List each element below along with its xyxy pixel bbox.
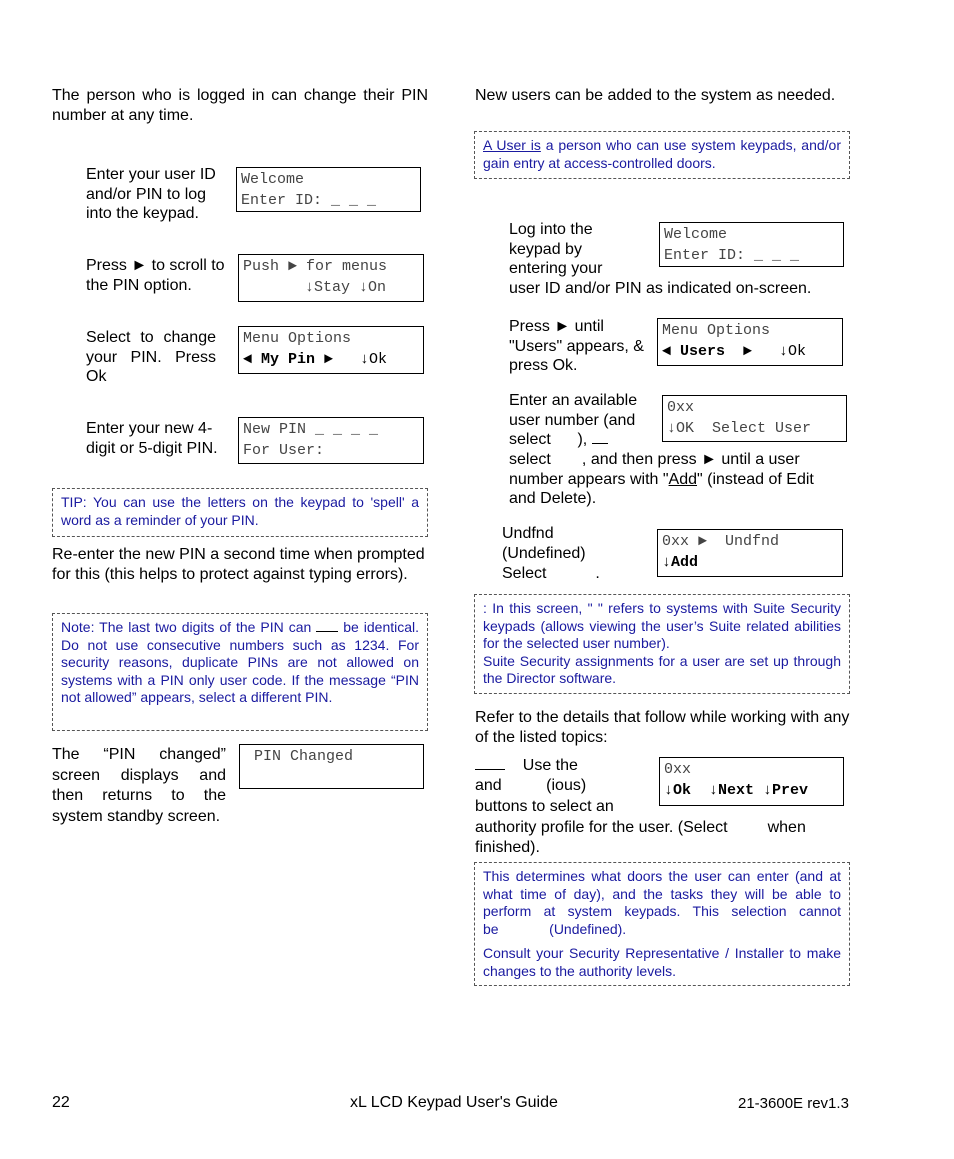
s5-line1 <box>475 756 635 776</box>
lcd-line <box>662 552 838 573</box>
tip-note <box>52 488 428 537</box>
s4-l1: Undfnd <box>502 525 554 542</box>
lcd-authority <box>659 757 844 806</box>
blank-line <box>316 619 338 632</box>
suite-note <box>474 594 850 694</box>
lcd-welcome-2 <box>659 222 844 267</box>
lcd-line <box>664 780 839 801</box>
s3-text1a: Enter an available user number (and select <box>509 392 638 448</box>
s4-l2: (Undefined) <box>502 545 586 562</box>
s4-l3 <box>502 564 642 584</box>
lcd-line <box>243 349 419 370</box>
right-intro: New users can be added to the system as needed. <box>475 87 836 104</box>
lcd-line: 0xx <box>667 399 695 416</box>
s5-ious: (ious) <box>546 777 587 794</box>
lcd-menu-options-users <box>657 318 843 366</box>
user-definition-text: a person who can use system keypads, and/or gain entry at access-controlled doors. <box>483 137 841 171</box>
lcd-suffix: ► ↓Ok <box>725 343 807 360</box>
s3-text2 <box>509 450 841 509</box>
lcd-new-pin <box>238 417 424 464</box>
lcd-bold: Users <box>680 343 726 360</box>
lcd-line: Push ► for menus <box>243 258 388 275</box>
lcd-arrow: ◄ <box>662 343 681 360</box>
lcd-line: ↓Stay ↓On <box>305 279 387 296</box>
lcd-line: PIN Changed <box>254 748 354 765</box>
suite-text-2: Suite Security assignments for a user are set up through the Director software. <box>483 652 841 686</box>
s5-and: and <box>475 777 502 794</box>
lcd-line: 0xx <box>664 761 692 778</box>
step2-text: Press ► to scroll to the PIN option. <box>86 257 225 294</box>
footer-title: xL LCD Keypad User's Guide <box>350 1094 558 1111</box>
s5-rest-a: authority profile for the user. (Select <box>475 819 728 836</box>
blank-line <box>475 757 505 770</box>
lcd-bold: ↓Ok ↓Next ↓Prev <box>664 782 809 799</box>
lcd-undfnd <box>657 529 843 577</box>
lcd-line: Enter ID: _ _ _ <box>241 192 377 209</box>
s5-line3: buttons to select an <box>475 798 614 815</box>
add-word: Add <box>668 470 698 488</box>
user-definition-link[interactable]: A User is <box>483 137 541 153</box>
s1-text1: Log into the keypad by entering your <box>509 221 603 277</box>
reenter-text: Re-enter the new PIN a second time when prompted for this (this helps to protect against typing errors). <box>52 546 425 583</box>
s3-text2b: , and then press ► until a user number appears with " <box>509 451 800 488</box>
lcd-line: For User: <box>243 442 325 459</box>
s5-line4 <box>475 818 843 857</box>
lcd-bold: My Pin <box>261 351 316 368</box>
authority-text-a: This determines what doors the user can enter (and at what time of day), and the tasks they will be able to perform at system keypads. This selection cannot be <box>483 868 841 937</box>
s5-use: Use the <box>522 757 578 774</box>
lcd-suffix: ► ↓Ok <box>315 351 388 368</box>
s3-text1 <box>509 391 651 450</box>
lcd-line: 0xx ► Undfnd <box>662 533 780 550</box>
s4-l3b: . <box>595 565 600 582</box>
lcd-line: Menu Options <box>662 322 771 339</box>
lcd-welcome <box>236 167 421 212</box>
s5-rest-b: when finished). <box>475 819 806 856</box>
step3-text: Select to change your PIN. Press Ok <box>86 329 216 385</box>
lcd-line <box>662 341 838 362</box>
lcd-menu-options-pin <box>238 326 424 374</box>
suite-text-1: : In this screen, " " refers to systems with Suite Security keypads (allows viewing the user’s Suite related abilities for the selected user number). <box>483 600 841 651</box>
note-text-a: Note: The last two digits of the PIN can <box>61 619 312 635</box>
s4-l3a: Select <box>502 565 547 582</box>
doc-number: 21-3600E rev1.3 <box>738 1095 849 1112</box>
left-intro: The person who is logged in can change their PIN number at any time. <box>52 87 428 124</box>
lcd-line: Welcome <box>664 226 728 243</box>
note-text-b: be identical. Do not use consecutive numbers such as 1234. For security reasons, duplicate PINs are not allowed on systems with a PIN only user code. If the message “PIN not allowed” appears, select a different PIN. <box>61 619 420 705</box>
authority-text-2: Consult your Security Representative / Installer to make changes to the authority levels. <box>483 945 841 979</box>
s1-text2: user ID and/or PIN as indicated on-screen. <box>509 280 812 297</box>
pin-note <box>52 613 428 731</box>
lcd-line: Menu Options <box>243 330 352 347</box>
lcd-line: ↓OK Select User <box>667 420 812 437</box>
s2-text: Press ► until "Users" appears, & press Ok. <box>509 318 644 374</box>
lcd-line: Enter ID: _ _ _ <box>664 247 800 264</box>
lcd-pin-changed <box>239 744 424 789</box>
blank-line <box>592 431 608 444</box>
lcd-push-menus <box>238 254 424 302</box>
lcd-select-user <box>662 395 847 442</box>
lcd-bold: ↓Add <box>662 554 699 571</box>
s3-text2c: " (instead of Edit and Delete). <box>509 470 814 507</box>
step1-text: Enter your user ID and/or PIN to log into the keypad. <box>86 166 216 222</box>
tip-text: TIP: You can use the letters on the keypad to 'spell' a word as a reminder of your PIN. <box>61 494 419 528</box>
authority-note <box>474 862 850 986</box>
pin-changed-text: The “PIN changed” screen displays and then returns to the system standby screen. <box>52 746 226 825</box>
page-number: 22 <box>52 1094 70 1111</box>
step4-text: Enter your new 4-digit or 5-digit PIN. <box>86 420 218 457</box>
lcd-arrow: ◄ <box>243 351 262 368</box>
user-definition-note <box>474 131 850 179</box>
authority-text-b: (Undefined). <box>549 920 627 937</box>
lcd-line: New PIN _ _ _ _ <box>243 421 379 438</box>
s5-line2 <box>475 776 635 796</box>
lcd-line: Welcome <box>241 171 305 188</box>
s3-text1b: ), <box>577 431 588 448</box>
refer-text: Refer to the details that follow while working with any of the listed topics: <box>475 709 850 746</box>
s3-text2a: select <box>509 451 551 468</box>
